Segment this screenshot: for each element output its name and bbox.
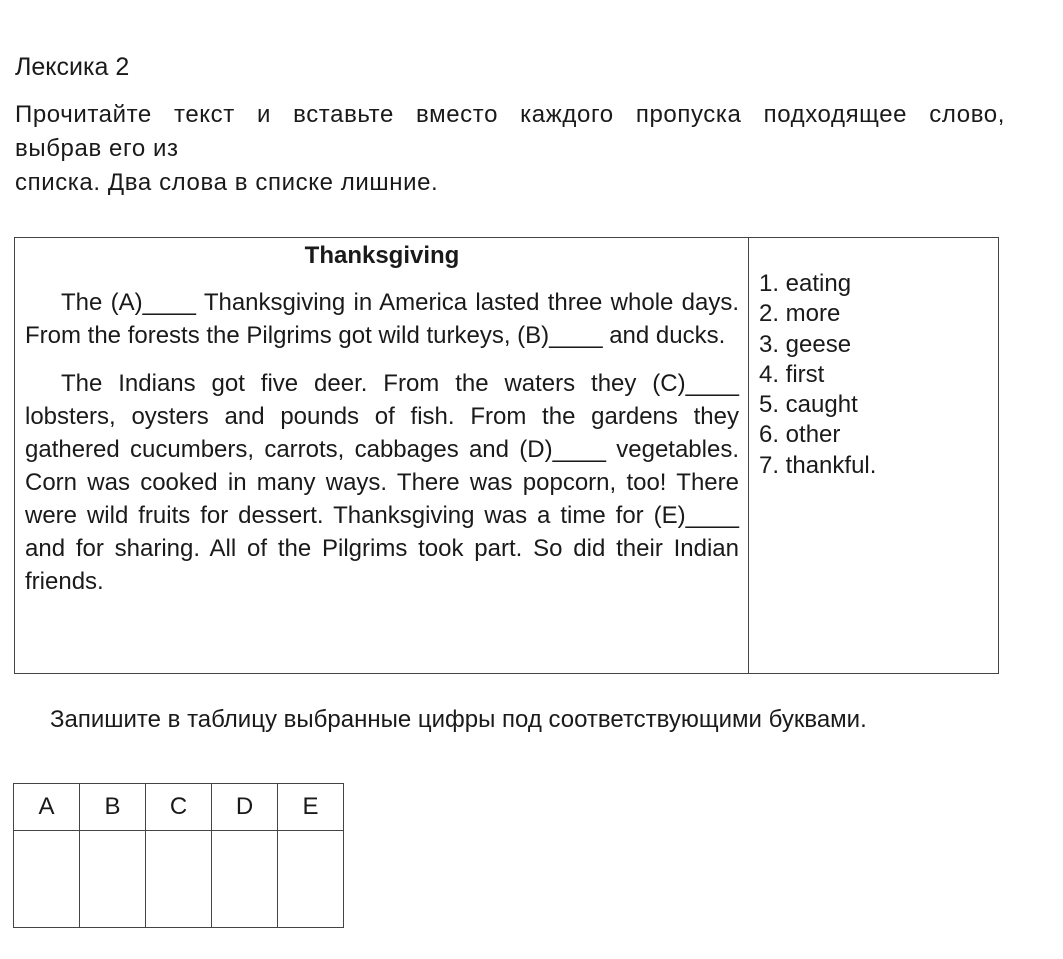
task-instruction [15, 98, 1005, 200]
answer-cell-c[interactable] [146, 831, 212, 928]
word-list-item: 5. caught [759, 391, 858, 419]
word-list [759, 269, 998, 481]
text-paragraph-2: The Indians got five deer. From the waters they (C)____ lobsters, oysters and pounds of fish. From the gardens they gathered cucumbers, carrots, cabbages and (D)____ vegetables. Corn was cooked in many ways. There was popcorn, too! There were wild fruits for dessert. Thanksgiving was a time for (E)____ and for sharing. All of the Pilgrims took part. So did their Indian friends. [25, 370, 739, 595]
page-heading: Лексика 2 [15, 53, 130, 81]
word-list-item: 7. thankful. [759, 451, 877, 479]
answer-cell-e[interactable] [278, 831, 344, 928]
word-list-item: 6. other [759, 421, 841, 449]
word-list-item: 1. eating [759, 270, 852, 297]
word-list-item: 3. geese [759, 330, 852, 358]
answer-header-e: E [278, 784, 344, 831]
answer-header-d: D [212, 784, 278, 831]
answer-header-a: A [14, 784, 80, 831]
answer-header-b: B [80, 784, 146, 831]
word-list-item: 4. first [759, 360, 825, 388]
answer-instruction: Запишите в таблицу выбранные цифры под соответствующими буквами. [50, 706, 867, 733]
instruction-line-2: выбрав его из [15, 135, 179, 162]
instruction-line-1: Прочитайте текст и вставьте вместо каждого пропуска подходящее слово, [15, 101, 1005, 128]
text-cell [15, 238, 749, 674]
answer-cell-a[interactable] [14, 831, 80, 928]
answer-cell-b[interactable] [80, 831, 146, 928]
text-paragraph-1: The (A)____ Thanksgiving in America lasted three whole days. From the forests the Pilgrims got wild turkeys, (B)____ and ducks. [25, 289, 739, 349]
word-list-item: 2. more [759, 300, 841, 328]
text-title: Thanksgiving [304, 242, 460, 269]
answer-header-c: C [146, 784, 212, 831]
answer-cell-d[interactable] [212, 831, 278, 928]
task-table [14, 237, 999, 674]
answer-table [13, 783, 344, 928]
instruction-line-3: списка. Два слова в списке лишние. [15, 169, 439, 196]
word-list-cell [749, 238, 999, 674]
